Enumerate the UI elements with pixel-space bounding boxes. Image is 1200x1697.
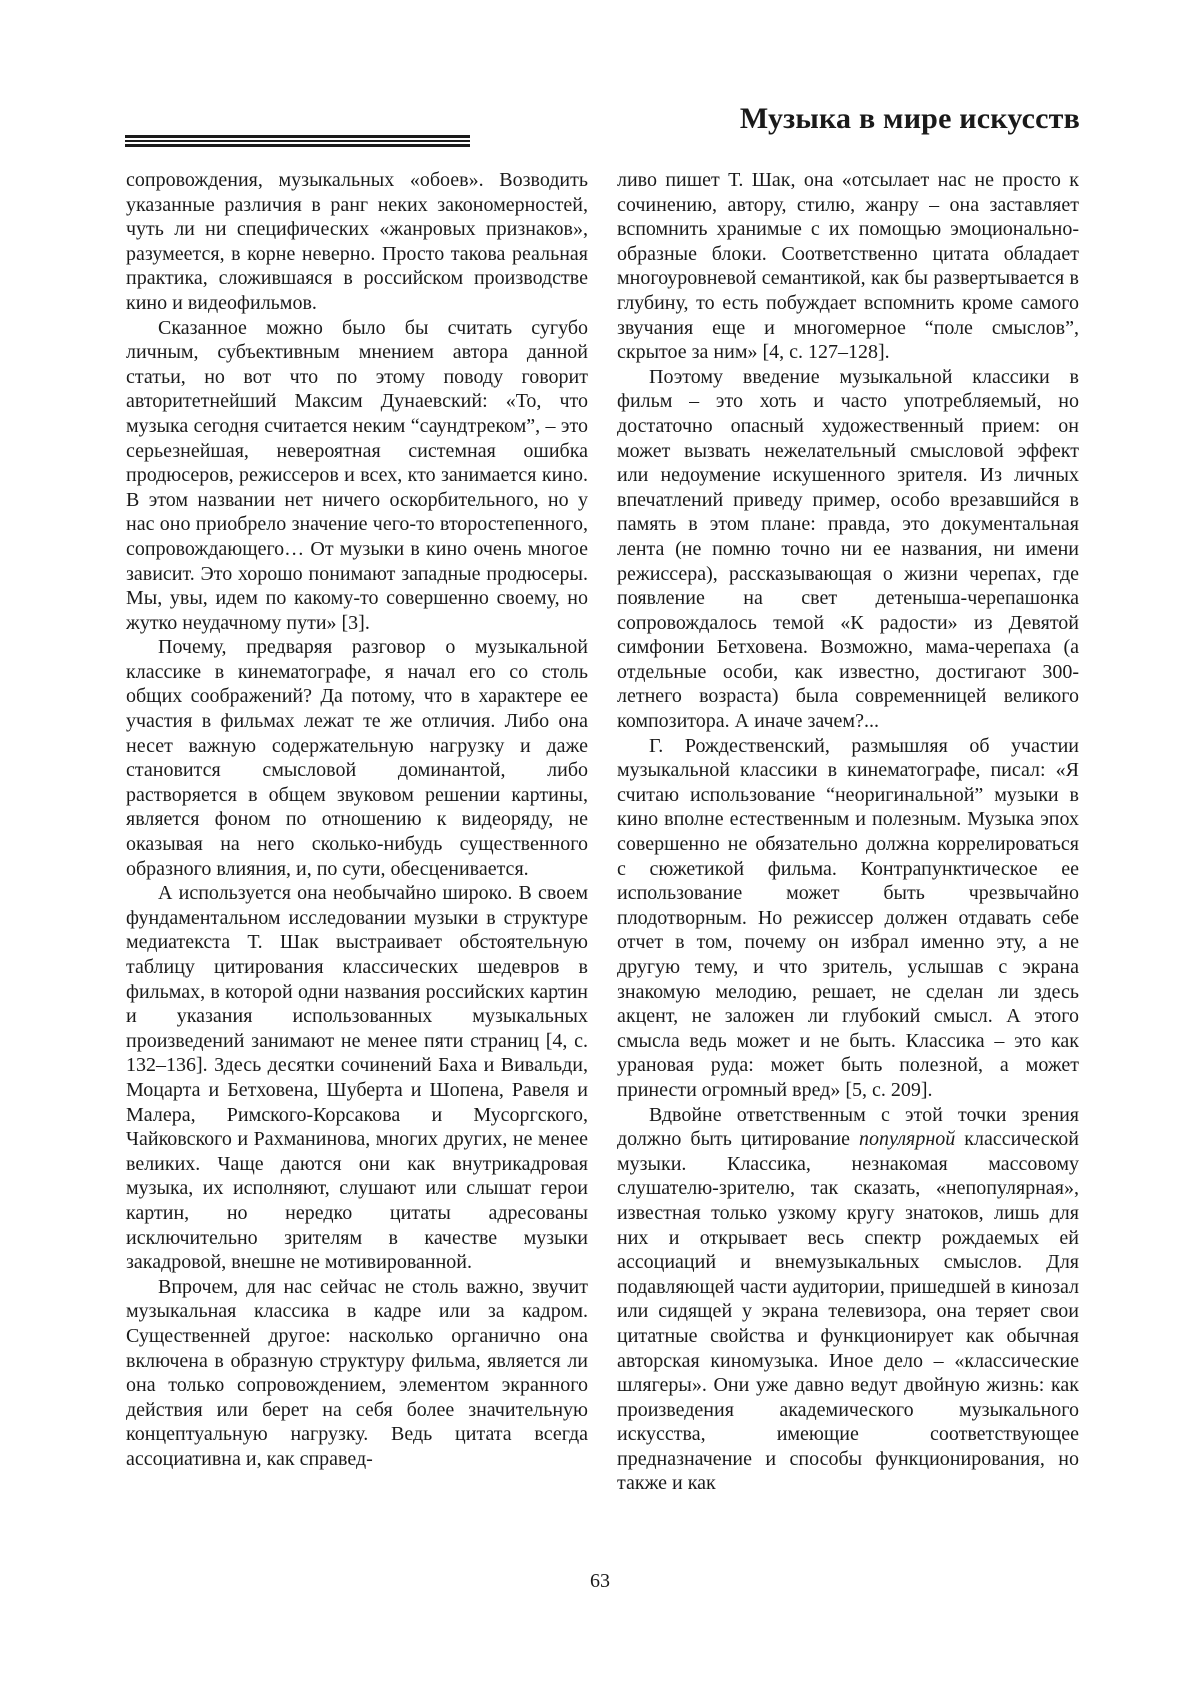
paragraph: Поэтому введение музыкальной классики в фильм – это хоть и часто употребляемый, но достаточно опасный художественный прием: он может вызвать нежелательный смысловой эффект или недоумение искушенного зрителя. Из личных впечатлений приведу пример, особо врезавшийся в память в этом плане: правда, это документальная лента (не помню точно ни ее названия, ни имени режиссера), рассказывающая о жизни черепах, где появление на свет детеныша-черепашонка сопровождалось темой «К радости» из Девятой симфонии Бетховена. Возможно, мама-черепаха (а отдельные особи, как известно, достигают 300-летнего возраста) была современницей великого композитора. А иначе зачем?... — [617, 365, 1079, 733]
paragraph: Сказанное можно было бы считать сугубо личным, субъективным мнением автора данной статьи, но вот что по этому поводу говорит авторитетнейший Максим Дунаевский: «То, что музыка сегодня считается неким “саундтреком”, – это серьезнейшая, невероятная системная ошибка продюсеров, режиссеров и всех, кто занимается кино. В этом названии нет ничего оскорбительного, но у нас оно приобрело значение чего-то второстепенного, сопровождающего… От музыки в кино очень многое зависит. Это хорошо понимают западные продюсеры. Мы, увы, идем по какому-то совершенно своему, но жутко неудачному пути» [3]. — [126, 316, 588, 634]
paragraph: А используется она необычайно широко. В своем фундаментальном исследовании музыки в структуре медиатекста Т. Шак выстраивает обстоятельную таблицу цитирования классических шедевров в фильмах, в которой одни названия российских картин и указания использованных музыкальных произведений занимают не менее пяти страниц [4, с. 132–136]. Здесь десятки сочинений Баха и Вивальди, Моцарта и Бетховена, Шуберта и Шопена, Равеля и Малера, Римского-Корсакова и Мусоргского, Чайковского и Рахманинова, многих других, не менее великих. Чаще даются они как внутрикадровая музыка, их исполняют, слушают или слышат герои картин, но нередко цитаты адресованы исключительно зрителям в качестве музыки закадровой, внешне не мотивированной. — [126, 882, 588, 1274]
running-header — [125, 100, 1080, 150]
paragraph: сопровождения, музыкальных «обоев». Возводить указанные различия в ранг неких закономерностей, чуть ли ни специфических «жанровых признаков», разумеется, в корне неверно. Просто такова реальная практика, сложившаяся в российском производстве кино и видеофильмов. — [126, 169, 588, 314]
header-rule-line — [125, 144, 470, 147]
left-text-column — [126, 168, 588, 1471]
emphasized-word: популярной — [859, 1128, 956, 1151]
paragraph: Почему, предваряя разговор о музыкальной классике в кинематографе, я начал его со столь общих соображений? Да потому, что в характере ее участия в фильмах лежат те же отличия. Либо она несет важную содержательную нагрузку и даже становится смысловой доминантой, либо растворяется в общем звуковом решении картины, является фоном по отношению к видеоряду, не оказывая на него сколько-нибудь существенного образного влияния, и, по сути, обесценивается. — [126, 636, 588, 880]
header-rule-line — [125, 140, 470, 142]
paragraph-text: классической музыки. Классика, незнакомая массовому слушателю-зрителю, так сказать, «непопулярная», известная только узкому кругу знатоков, лишь для них и открывает весь спектр рождаемых ей ассоциаций и внемузыкальных смыслов. Для подавляющей части аудитории, пришедшей в кинозал или сидящей у экрана телевизора, она теряет свои цитатные свойства и функционирует как обычная авторская киномузыка. Иное дело – «классические шлягеры». Они уже давно ведут двойную жизнь: как произведения академического музыкального искусства, имеющие соответствующее предназначение и способы функционирования, но также и как — [617, 1128, 1079, 1495]
paragraph: Впрочем, для нас сейчас не столь важно, звучит музыкальная классика в кадре или за кадром. Существенней другое: насколько органично она включена в образную структуру фильма, является ли она только сопровождением, элементом экранного действия или берет на себя более значительную концептуальную нагрузку. Ведь цитата всегда ассоциативна и, как справед- — [126, 1275, 588, 1470]
paragraph-text: Вдвойне ответственным с этой точки зрения должно быть цитирование — [617, 1103, 1079, 1151]
page-number: 63 — [590, 1570, 610, 1592]
paragraph — [617, 1103, 1079, 1497]
section-title: Музыка в мире искусств — [739, 102, 1080, 135]
paragraph: ливо пишет Т. Шак, она «отсылает нас не просто к сочинению, автору, стилю, жанру – она заставляет вспомнить хранимые с их помощью эмоционально-образные блоки. Соответственно цитата обладает многоуровневой семантикой, как бы развертывается в глубину, то есть побуждает вспомнить кроме самого звучания еще и многомерное “поле смыслов”, скрытое за ним» [4, с. 127–128]. — [617, 169, 1079, 364]
paragraph: Г. Рождественский, размышляя об участии музыкальной классики в кинематографе, писал: «Я считаю использование “неоригинальной” музыки в кино вполне естественным и полезным. Музыка эпох совершенно не обязательно должна коррелироваться с сюжетикой фильма. Контрапунктическое ее использование может быть чрезвычайно плодотворным. Но режиссер должен отдавать себе отчет в том, почему он избрал именно эту, а не другую тему, и что зритель, услышав с экрана знакомую мелодию, решает, не сделан ли здесь акцент, не заложен ли глубокий смысл. А этого смысла ведь может и не быть. Классика – это как урановая руда: может быть полезной, а может принести огромный вред» [5, с. 209]. — [617, 734, 1079, 1101]
right-text-column — [617, 168, 1079, 1496]
header-rule — [125, 135, 470, 149]
header-rule-line — [125, 135, 470, 138]
